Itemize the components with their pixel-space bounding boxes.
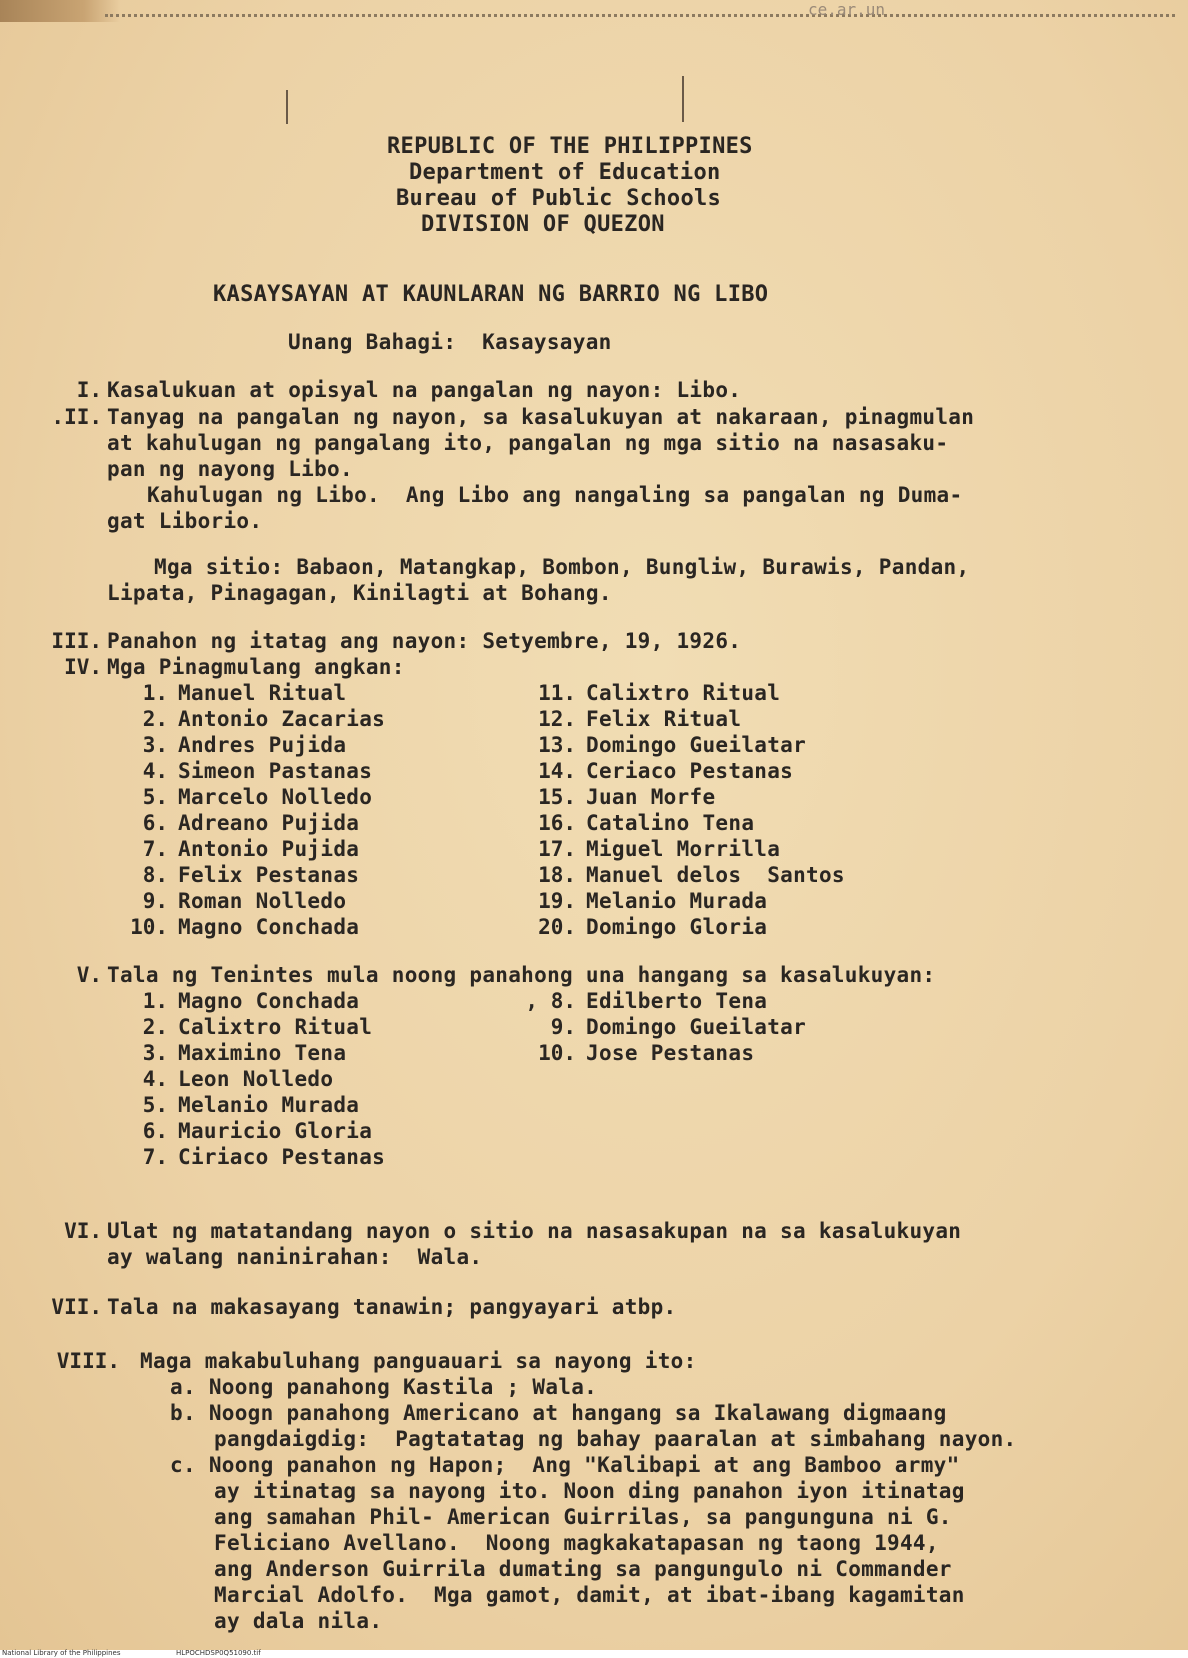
list-number: 6. xyxy=(142,811,168,835)
founder-name: Ceriaco Pestanas xyxy=(586,759,794,783)
teniente-name: Domingo Gueilatar xyxy=(586,1015,807,1039)
founder-name: Marcelo Nolledo xyxy=(178,785,373,809)
founder-name: Simeon Pastanas xyxy=(178,759,373,783)
section-number: VIII. xyxy=(56,1349,120,1373)
list-number: 9. xyxy=(550,1015,576,1039)
founder-name: Domingo Gueilatar xyxy=(586,733,807,757)
list-number: 12. xyxy=(538,707,576,731)
teniente-name: Maximino Tena xyxy=(178,1041,347,1065)
list-number: 6. xyxy=(142,1119,168,1143)
list-number: 1. xyxy=(142,681,168,705)
paper-stain xyxy=(0,0,120,22)
section-number: V. xyxy=(76,963,102,987)
perforation-line xyxy=(105,14,1175,17)
section-text: a. Noong panahong Kastila ; Wala. xyxy=(170,1375,598,1399)
list-number: 13. xyxy=(538,733,576,757)
teniente-name: Edilberto Tena xyxy=(586,989,768,1013)
founder-name: Domingo Gloria xyxy=(586,915,768,939)
founder-name: Miguel Morrilla xyxy=(586,837,781,861)
list-number: 15. xyxy=(538,785,576,809)
section-text: Kahulugan ng Libo. Ang Libo ang nangaling sa pangalan ng Duma- xyxy=(147,483,963,507)
teniente-name: Calixtro Ritual xyxy=(178,1015,373,1039)
header-division: DIVISION OF QUEZON xyxy=(421,212,665,237)
corner-stamp: ce.ar.un xyxy=(808,0,886,19)
founder-name: Felix Ritual xyxy=(586,707,742,731)
document-subtitle: Unang Bahagi: Kasaysayan xyxy=(288,330,612,354)
footer-filename: HLPOCHDSP0Q51090.tif xyxy=(176,1649,261,1657)
header-republic: REPUBLIC OF THE PHILIPPINES xyxy=(387,134,753,159)
list-number: 19. xyxy=(538,889,576,913)
list-number: 17. xyxy=(538,837,576,861)
section-text: Maga makabuluhang panguauari sa nayong ito: xyxy=(140,1349,697,1373)
founder-name: Manuel Ritual xyxy=(178,681,347,705)
section-text: at kahulugan ng pangalang ito, pangalan ng mga sitio na nasasaku- xyxy=(107,431,949,455)
list-number: 20. xyxy=(538,915,576,939)
section-text: Ulat ng matatandang nayon o sitio na nasasakupan na sa kasalukuyan xyxy=(107,1219,962,1243)
section-text: gat Liborio. xyxy=(107,509,263,533)
list-number: 1. xyxy=(142,989,168,1013)
pencil-mark xyxy=(286,90,288,124)
founder-name: Magno Conchada xyxy=(178,915,360,939)
section-text: ay dala nila. xyxy=(214,1609,383,1633)
footer-library: National Library of the Philippines xyxy=(2,1649,121,1657)
section-number: VI. xyxy=(64,1219,102,1243)
section-text: pan ng nayong Libo. xyxy=(107,457,353,481)
list-number: 10. xyxy=(538,1041,576,1065)
list-number: 18. xyxy=(538,863,576,887)
founder-name: Adreano Pujida xyxy=(178,811,360,835)
founder-name: Manuel delos Santos xyxy=(586,863,845,887)
section-text: Tala na makasayang tanawin; pangyayari atbp. xyxy=(107,1295,677,1319)
section-number: IV. xyxy=(64,655,102,679)
list-number: 14. xyxy=(538,759,576,783)
section-text: Tanyag na pangalan ng nayon, sa kasalukuyan at nakaraan, pinagmulan xyxy=(107,405,975,429)
section-text: Feliciano Avellano. Noong magkakatapasan ng taong 1944, xyxy=(214,1531,939,1555)
founder-name: Antonio Zacarias xyxy=(178,707,386,731)
section-text: Marcial Adolfo. Mga gamot, damit, at ibat-ibang kagamitan xyxy=(214,1583,965,1607)
list-number: 16. xyxy=(538,811,576,835)
section-text: pangdaigdig: Pagtatatag ng bahay paaralan at simbahang nayon. xyxy=(214,1427,1017,1451)
document-title: KASAYSAYAN AT KAUNLARAN NG BARRIO NG LIBO xyxy=(213,282,769,307)
founder-name: Antonio Pujida xyxy=(178,837,360,861)
teniente-name: Jose Pestanas xyxy=(586,1041,755,1065)
pencil-mark xyxy=(682,76,684,122)
list-number: 7. xyxy=(142,1145,168,1169)
list-number: 9. xyxy=(142,889,168,913)
teniente-name: Leon Nolledo xyxy=(178,1067,334,1091)
list-number: 4. xyxy=(142,1067,168,1091)
founder-name: Catalino Tena xyxy=(586,811,755,835)
founder-name: Roman Nolledo xyxy=(178,889,347,913)
teniente-name: Melanio Murada xyxy=(178,1093,360,1117)
section-text: Mga sitio: Babaon, Matangkap, Bombon, Bungliw, Burawis, Pandan, xyxy=(154,555,970,579)
list-number: 2. xyxy=(142,707,168,731)
section-number: .II. xyxy=(51,405,102,429)
section-text: Mga Pinagmulang angkan: xyxy=(107,655,405,679)
founder-name: Juan Morfe xyxy=(586,785,716,809)
section-text: c. Noong panahon ng Hapon; Ang "Kalibapi at ang Bamboo army" xyxy=(170,1453,960,1477)
list-number: 3. xyxy=(142,1041,168,1065)
section-text: Tala ng Tenintes mula noong panahong una hangang sa kasalukuyan: xyxy=(107,963,936,987)
founder-name: Calixtro Ritual xyxy=(586,681,781,705)
list-number: 5. xyxy=(142,785,168,809)
list-number: 10. xyxy=(130,915,168,939)
list-number: 8. xyxy=(142,863,168,887)
header-department: Department of Education xyxy=(409,160,721,185)
section-text: Panahon ng itatag ang nayon: Setyembre, 19, 1926. xyxy=(107,629,742,653)
section-text: ay walang naninirahan: Wala. xyxy=(107,1245,483,1269)
founder-name: Melanio Murada xyxy=(586,889,768,913)
list-number: 2. xyxy=(142,1015,168,1039)
list-number: 3. xyxy=(142,733,168,757)
section-number: VII. xyxy=(51,1295,102,1319)
teniente-name: Mauricio Gloria xyxy=(178,1119,373,1143)
scan-footer xyxy=(0,1650,1188,1658)
founder-name: Andres Pujida xyxy=(178,733,347,757)
section-number: III. xyxy=(51,629,102,653)
section-text: Kasalukuan at opisyal na pangalan ng nayon: Libo. xyxy=(107,378,742,402)
list-number: 4. xyxy=(142,759,168,783)
list-number: 5. xyxy=(142,1093,168,1117)
list-number: 7. xyxy=(142,837,168,861)
section-text: ay itinatag sa nayong ito. Noon ding panahon iyon itinatag xyxy=(214,1479,965,1503)
section-text: b. Noogn panahong Americano at hangang sa Ikalawang digmaang xyxy=(170,1401,947,1425)
section-number: I. xyxy=(76,378,102,402)
section-text: ang samahan Phil- American Guirrilas, sa pangunguna ni G. xyxy=(214,1505,952,1529)
header-bureau: Bureau of Public Schools xyxy=(396,186,722,211)
list-number: 11. xyxy=(538,681,576,705)
teniente-name: Magno Conchada xyxy=(178,989,360,1013)
founder-name: Felix Pestanas xyxy=(178,863,360,887)
section-text: ang Anderson Guirrila dumating sa pangungulo ni Commander xyxy=(214,1557,952,1581)
list-number: , 8. xyxy=(525,989,576,1013)
section-text: Lipata, Pinagagan, Kinilagti at Bohang. xyxy=(107,581,612,605)
teniente-name: Ciriaco Pestanas xyxy=(178,1145,386,1169)
